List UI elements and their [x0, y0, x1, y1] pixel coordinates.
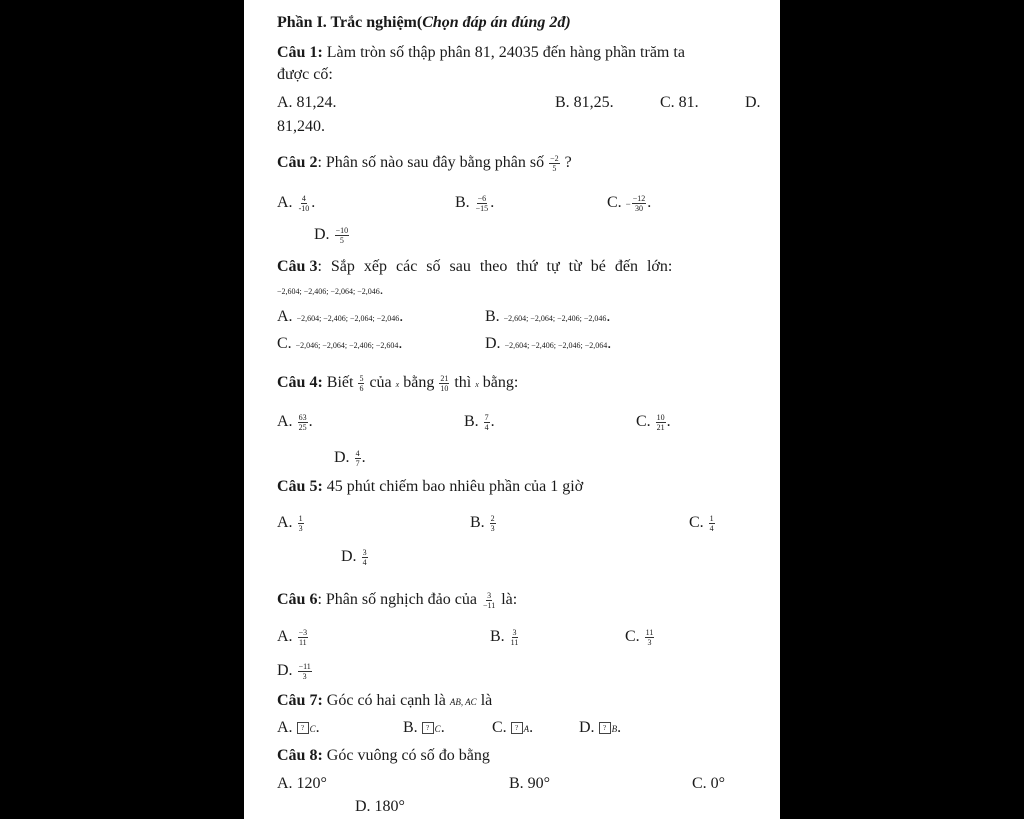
angle-glyph-icon: ? — [297, 722, 309, 734]
q2-text: : Phân số nào sau đây bằng phân số — [317, 154, 545, 172]
q1-text: Làm tròn số thập phân 81, 24035 đến hàng phần trăm ta — [326, 44, 685, 61]
q8-stem — [277, 747, 490, 765]
q4-option-d: D. $\frac{4}{7}$ . — [334, 449, 366, 468]
q7-option-c: C. ? A. — [492, 719, 534, 736]
q8-option-a: A. 120° — [277, 775, 327, 792]
q5-stem — [277, 478, 583, 496]
q7-label: Câu 7: — [277, 692, 323, 709]
q1-option-d-value: 81,240. — [277, 118, 325, 135]
q5-option-a: A. $\frac{1}{3}$ — [277, 514, 303, 533]
q3-option-a: A. −2,604; −2,406; −2,064; −2,046. — [277, 308, 404, 325]
angle-glyph-icon: ? — [422, 722, 434, 734]
q7-option-d: D. ? B. — [579, 719, 622, 736]
q5-option-c: C. $\frac{1}{4}$ — [689, 514, 714, 533]
q8-option-d: D. 180° — [355, 798, 405, 815]
q7-sides: AB, AC — [449, 697, 477, 707]
q4-option-c: C. $\frac{10}{21}$ . — [636, 413, 671, 432]
q4-variable: x — [395, 380, 400, 390]
q6-text: : Phân số nghịch đảo của — [317, 591, 477, 609]
q1-text-line2: được cố: — [277, 66, 333, 83]
q2-option-b: B. $\frac{-6}{-15}$ . — [455, 194, 495, 213]
q1-stem — [277, 44, 685, 62]
q2-stem — [277, 154, 572, 173]
q4-stem: Câu 4: Biết $\frac{5}{6}$ của x bằng $\frac{21}{10}$ thì x bằng: — [277, 374, 519, 393]
q5-label: Câu 5: — [277, 478, 323, 495]
q7-stem: Câu 7: Góc có hai cạnh là AB, AC là — [277, 692, 493, 709]
q2-option-c: C. − $\frac{-12}{30}$ . — [607, 194, 652, 213]
q7-option-b: B. ? C. — [403, 719, 445, 736]
part-title-text: Phần I. Trắc nghiệm( — [277, 14, 423, 31]
q8-option-b: B. 90° — [509, 775, 551, 792]
q6-option-b: B. $\frac{3}{11}$ — [490, 628, 519, 647]
worksheet-page — [244, 0, 780, 819]
angle-glyph-icon: ? — [599, 722, 611, 734]
q2-end: ? — [564, 154, 572, 172]
q3-text: : Sắp xếp các số sau theo thứ tự từ bé đến lớn: — [317, 258, 673, 275]
q3-option-c: C. −2,046; −2,064; −2,406; −2,604. — [277, 335, 403, 352]
angle-glyph-icon: ? — [511, 722, 523, 734]
q2-option-d: D. $\frac{-10}{5}$ — [314, 226, 349, 245]
part-title — [277, 14, 571, 32]
q5-text: 45 phút chiếm bao nhiêu phần của 1 giờ — [326, 478, 584, 495]
q6-option-d: D. $\frac{-11}{3}$ — [277, 662, 311, 681]
q1-label: Câu 1: — [277, 44, 323, 61]
q6-label: Câu 6 — [277, 591, 318, 609]
part-title-instruction: Chọn đáp án đúng 2đ) — [422, 14, 571, 31]
q3-stem — [277, 258, 757, 276]
q7-option-a: A. ? C. — [277, 719, 320, 736]
q1-option-d: D. — [745, 94, 761, 111]
q1-option-a: A. 81,24. — [277, 94, 337, 111]
q6-stem: Câu 6: Phân số nghịch đảo của $\frac{3}{-11}$ là: — [277, 591, 518, 610]
q3-option-d: D. −2,604; −2,406; −2,046; −2,064. — [485, 335, 612, 352]
q4-option-b: B. $\frac{7}{4}$ . — [464, 413, 495, 432]
q5-option-b: B. $\frac{2}{3}$ — [470, 514, 495, 533]
q4-option-a: A. $\frac{63}{25}$ . — [277, 413, 313, 432]
q7-text: Góc có hai cạnh là — [326, 692, 446, 709]
q3-label: Câu 3 — [277, 258, 318, 275]
q6-option-c: C. $\frac{11}{3}$ — [625, 628, 654, 647]
q2-option-a: A. $\frac{4}{-10}$ . — [277, 194, 316, 213]
q8-label: Câu 8: — [277, 747, 323, 764]
q2-fraction: $\frac{-2}{5}$ — [550, 154, 559, 173]
q4-label: Câu 4: — [277, 374, 323, 392]
q8-text: Góc vuông có số đo bằng — [326, 747, 490, 764]
q5-option-d: D. $\frac{3}{4}$ — [341, 548, 367, 567]
q2-label: Câu 2 — [277, 154, 318, 172]
q6-option-a: A. $\frac{-3}{11}$ — [277, 628, 308, 647]
q1-option-b: B. 81,25. — [555, 94, 614, 111]
q8-option-c: C. 0° — [692, 775, 726, 792]
q1-option-c: C. 81. — [660, 94, 699, 111]
q3-option-b: B. −2,604; −2,064; −2,406; −2,046. — [485, 308, 611, 325]
q3-sequence: −2,604; −2,406; −2,064; −2,046. — [277, 283, 384, 298]
